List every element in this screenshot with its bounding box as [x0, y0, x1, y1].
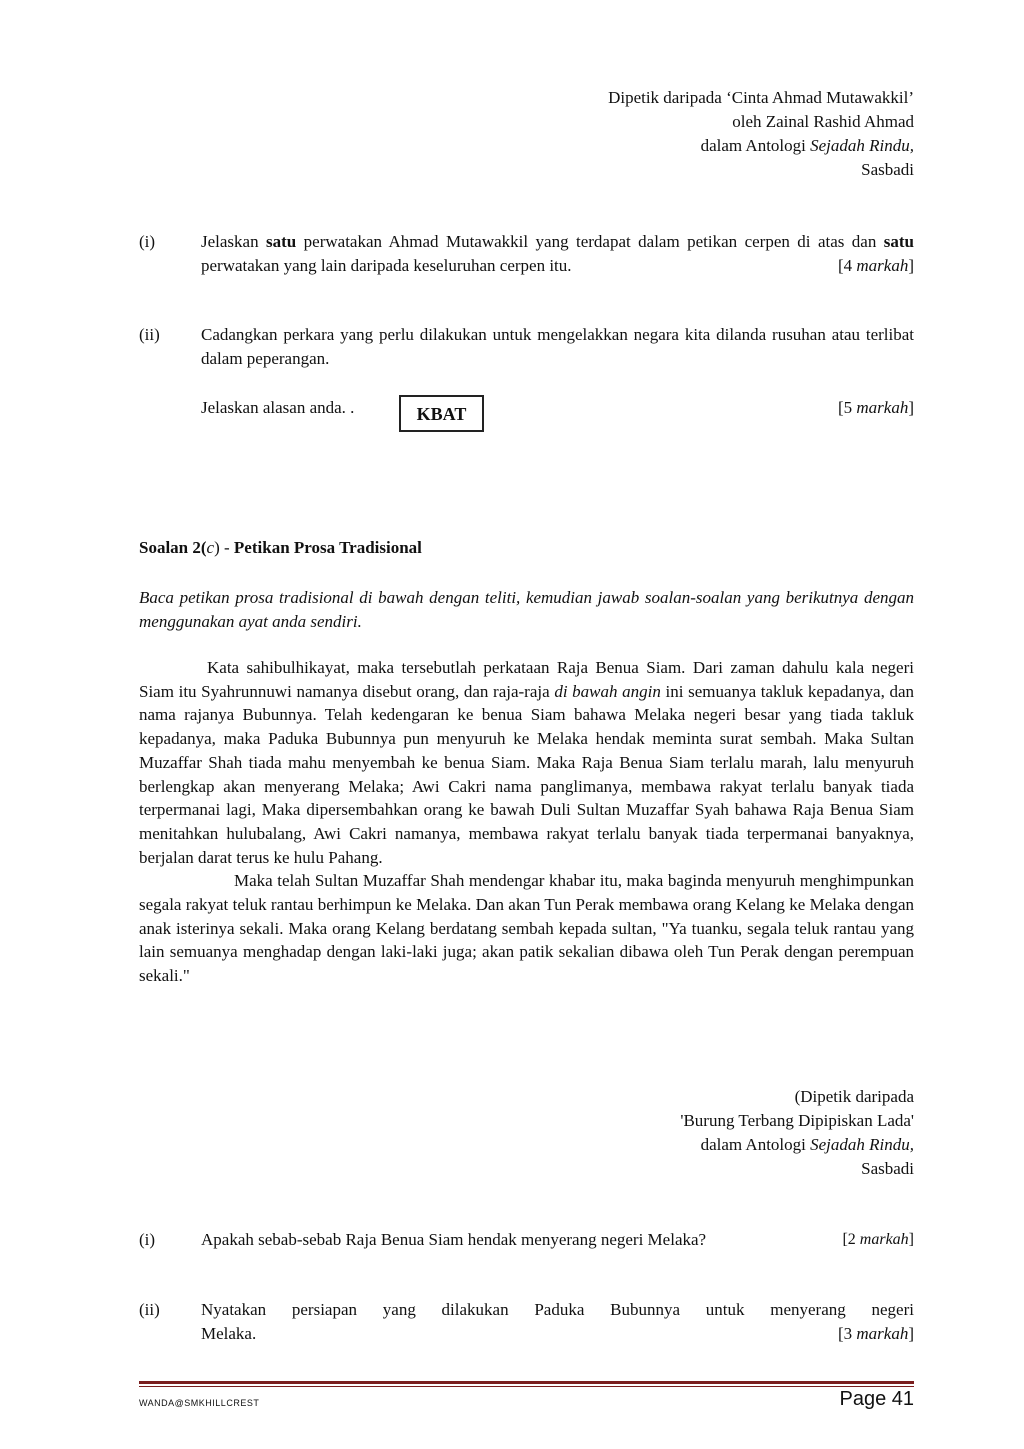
question-number: (i) [139, 1230, 156, 1249]
footer-rule-thick [139, 1381, 914, 1384]
source-1-line-2: oleh Zainal Rashid Ahmad [732, 112, 914, 131]
prose-paragraph-1 [139, 656, 914, 869]
source-2-line-4: Sasbadi [861, 1159, 914, 1178]
question-text-part: perwatakan Ahmad Mutawakkil yang terdapat dalam petikan cerpen di atas dan [303, 232, 877, 251]
prose-italic: di bawah angin [554, 681, 661, 701]
question-number: (i) [139, 232, 156, 251]
marks-label [842, 1228, 914, 1252]
prose-passage [139, 656, 914, 988]
source-1-line-3 [608, 134, 914, 158]
section-title-rest: Petikan Prosa Tradisional [233, 538, 422, 557]
source-1-line-4: Sasbadi [861, 160, 914, 179]
marks-close: ] [908, 1324, 914, 1343]
footer-rule-thin [139, 1386, 914, 1387]
emphasis-satu: satu [883, 232, 914, 251]
marks-label [838, 254, 914, 278]
question-text-row [201, 396, 914, 420]
section-title [139, 538, 422, 558]
section-title-mid: ) - [214, 538, 230, 557]
question-text-row [201, 1322, 914, 1346]
source-1-prefix: dalam Antologi [700, 136, 806, 155]
marks-number: [3 [837, 1324, 853, 1343]
footer-author: WANDA@SMKHILLCREST [139, 1398, 260, 1408]
source-1-line-1: Dipetik daripada ‘Cinta Ahmad Mutawakkil’ [608, 88, 914, 107]
prose-text: Kata sahibulhikayat, maka tersebutlah perkataan Raja Benua Siam. Dari zaman dahulu kala negeri Siam itu Syahrunnuwi namanya disebut orang, dan raja-raja [139, 658, 914, 701]
question-text: Jelaskan alasan anda. . [201, 398, 355, 417]
question-number: (ii) [139, 1300, 160, 1319]
prose-text: ini semuanya takluk kepadanya, dan nama rajanya Bubunnya. Telah kedengaran ke benua Siam bahawa Melaka negeri besar yang tiada takluk kepadanya, maka Paduka Bubunnya pun menyuruh ke Melaka hendak meminta surat sembah. Maka Sultan Muzaffar Shah tiada mahu menyembah ke benua Siam. Maka Raja Benua Siam terlalu marah, lalu menyuruh berlengkap akan menyerang Melaka; Awi Cakri nama panglimanya, membawa rakyat terlalu banyak tiada terpermanai lagi, Maka dipersembahkan orang ke bawah Duli Sultan Muzaffar Syah bahawa Raja Benua Siam menitahkan hulubalang, Awi Cakri namanya, membawa rakyat terlalu banyak tiada terpermanai banyaknya, berjalan darat terus ke hulu Pahang. [139, 681, 915, 867]
source-2-line-2: 'Burung Terbang Dipipiskan Lada' [680, 1111, 914, 1130]
marks-label [838, 396, 914, 420]
prose-paragraph-2: Maka telah Sultan Muzaffar Shah mendengar khabar itu, maka baginda menyuruh menghimpunkan segala rakyat teluk rantau berhimpun ke Melaka. Dan akan Tun Perak membawa orang Kelang ke Melaka dengan anak isterinya sekali. Maka orang Kelang berdatang sembah kepada sultan, "Ya tuanku, segala teluk rantau yang lain semuanya menghadap dengan laki-laki juga; akan patik sekalian dibawa oleh Tun Perak dengan perempuan sekali." [139, 871, 914, 986]
kbat-box: KBAT [399, 395, 484, 432]
source-2-prefix: dalam Antologi [700, 1135, 806, 1154]
question-text-part: Jelaskan [201, 232, 259, 251]
marks-number: [5 [837, 398, 853, 417]
section-title-prefix: Soalan 2( [139, 538, 207, 557]
marks-close: ] [908, 1231, 914, 1248]
section-title-letter: c [206, 538, 215, 557]
marks-number: [2 [842, 1231, 856, 1248]
question-text-row [201, 1228, 914, 1252]
marks-word: markah [859, 1231, 909, 1248]
question-text: Nyatakan persiapan yang dilakukan Paduka Bubunnya untuk menyerang negeri [201, 1300, 914, 1319]
marks-word: markah [856, 398, 909, 417]
source-citation-1 [608, 86, 914, 182]
question-2-i [139, 1228, 914, 1252]
source-2-line-1: (Dipetik daripada [794, 1087, 914, 1106]
marks-word: markah [856, 256, 909, 275]
source-2-title: Sejadah Rindu, [810, 1135, 914, 1154]
marks-word: markah [856, 1324, 909, 1343]
page-number: Page 41 [839, 1388, 914, 1410]
source-2-line-3 [680, 1133, 914, 1157]
question-text: Melaka. [201, 1324, 257, 1343]
marks-label [838, 1322, 914, 1346]
marks-close: ] [908, 398, 914, 417]
marks-close: ] [908, 256, 914, 275]
question-2-ii [139, 1298, 914, 1346]
question-text [201, 230, 914, 278]
question-text: Apakah sebab-sebab Raja Benua Siam hendak menyerang negeri Melaka? [201, 1230, 707, 1249]
question-1-i [139, 230, 914, 278]
question-1-ii-line-2 [139, 396, 914, 420]
question-1-ii [139, 323, 914, 371]
question-text-part: perwatakan yang lain daripada keseluruhan cerpen itu. [201, 256, 572, 275]
source-citation-2 [680, 1085, 914, 1181]
source-1-title: Sejadah Rindu, [810, 136, 914, 155]
emphasis-satu: satu [266, 232, 297, 251]
question-number: (ii) [139, 325, 160, 344]
marks-number: [4 [837, 256, 853, 275]
question-text: Cadangkan perkara yang perlu dilakukan untuk mengelakkan negara kita dilanda rusuhan atau terlibat dalam peperangan. [201, 325, 914, 368]
instruction-text: Baca petikan prosa tradisional di bawah dengan teliti, kemudian jawab soalan-soalan yang berikutnya dengan menggunakan ayat anda sendiri. [139, 588, 914, 631]
